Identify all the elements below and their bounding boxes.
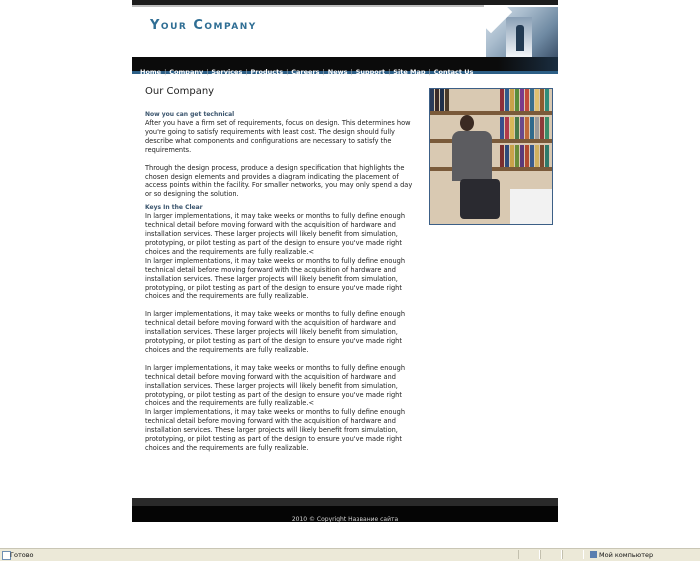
page-title: Our Company — [145, 86, 215, 97]
paragraph: In larger implementations, it may take weeks or months to fully define enough technical detail before moving forward with the acquisition of hardware and installation services. These larger projects will likely benefit from simulation, prototyping, or pilot testing as part of the design to ensure you've made right choices and the requirements are fully realizable. — [145, 256, 405, 301]
status-cell — [562, 550, 584, 559]
nav-separator: | — [322, 68, 325, 76]
header-photo — [486, 7, 558, 57]
photo-shelf — [430, 111, 552, 115]
nav-link-support[interactable]: Support — [355, 68, 386, 76]
photo-box — [510, 189, 552, 224]
photo-person-legs — [460, 179, 500, 219]
security-zone-text: Мой компьютер — [599, 551, 654, 559]
header-photo-figure — [516, 25, 524, 51]
footer-copyright: 2010 © Copyright Название сайта — [291, 516, 399, 523]
nav-separator: | — [428, 68, 431, 76]
paragraph: After you have a firm set of requirements, focus on design. This determines how you're going to satisfy requirements with least cost. The design should fully describe what components and configurations are necessary to satisfy the requirements. — [145, 119, 411, 154]
nav-link-careers[interactable]: Careers — [291, 68, 320, 76]
library-photo — [429, 88, 553, 225]
section-heading: Now you can get technical — [145, 111, 235, 118]
paragraph: In larger implementations, it may take weeks or months to fully define enough technical detail before moving forward with the acquisition of hardware and installation services. These larger projects will likely benefit from simulation, prototyping, or pilot testing as part of the design to ensure you've made right choices and the requirements are fully realizable.< — [145, 363, 405, 408]
main-nav — [132, 57, 558, 74]
company-logo[interactable]: Your Company — [150, 18, 257, 33]
nav-separator: | — [286, 68, 289, 76]
header-top-bar-accent — [132, 5, 484, 7]
photo-books — [500, 145, 550, 167]
site-header — [132, 0, 558, 57]
paragraph: In larger implementations, it may take weeks or months to fully define enough technical detail before moving forward with the acquisition of hardware and installation services. These larger projects will likely benefit from simulation, prototyping, or pilot testing as part of the design to ensure you've made right choices and the requirements are fully realizable. — [145, 408, 405, 452]
nav-link-news[interactable]: News — [327, 68, 348, 76]
nav-link-contact-us[interactable]: Contact Us — [433, 68, 474, 76]
footer-top-bar — [132, 498, 558, 506]
nav-link-home[interactable]: Home — [140, 68, 162, 76]
site-footer — [132, 506, 558, 522]
nav-separator: | — [350, 68, 353, 76]
nav-separator: | — [388, 68, 391, 76]
page-container — [132, 0, 558, 522]
computer-zone-icon — [590, 551, 597, 558]
photo-person-head — [460, 115, 474, 131]
nav-link-site-map[interactable]: Site Map — [393, 68, 426, 76]
browser-status-bar — [0, 548, 700, 561]
photo-books — [430, 89, 450, 111]
photo-books — [500, 117, 550, 139]
nav-link-services[interactable]: Services — [211, 68, 243, 76]
main-content — [145, 86, 420, 453]
paragraph: Through the design process, produce a design specification that highlights the chosen design elements and provides a diagram indicating the placement of access points within the facility. For smaller networks, you may only spend a day or so designing the solution. — [145, 163, 413, 199]
nav-separator: | — [164, 68, 167, 76]
status-text: Готово — [10, 551, 34, 559]
section-heading: Keys In the Clear — [145, 204, 203, 212]
nav-link-products[interactable]: Products — [250, 68, 284, 76]
paragraph: In larger implementations, it may take weeks or months to fully define enough technical detail before moving forward with the acquisition of hardware and installation services. These larger projects will likely benefit from simulation, prototyping, or pilot testing as part of the design to ensure you've made right choices and the requirements are fully realizable. — [145, 310, 405, 354]
nav-separator: | — [245, 68, 248, 76]
nav-separator: | — [206, 68, 209, 76]
status-cell — [518, 550, 540, 559]
nav-items — [140, 59, 473, 78]
nav-link-company[interactable]: Company — [169, 68, 204, 76]
status-cell — [540, 550, 562, 559]
nav-tail-decoration — [498, 57, 558, 71]
paragraph: In larger implementations, it may take weeks or months to fully define enough technical detail before moving forward with the acquisition of hardware and installation services. These larger projects will likely benefit from simulation, prototyping, or pilot testing as part of the design to ensure you've made right choices and the requirements are fully realizable.< — [145, 212, 405, 256]
photo-books — [500, 89, 550, 111]
photo-person-body — [452, 131, 492, 181]
